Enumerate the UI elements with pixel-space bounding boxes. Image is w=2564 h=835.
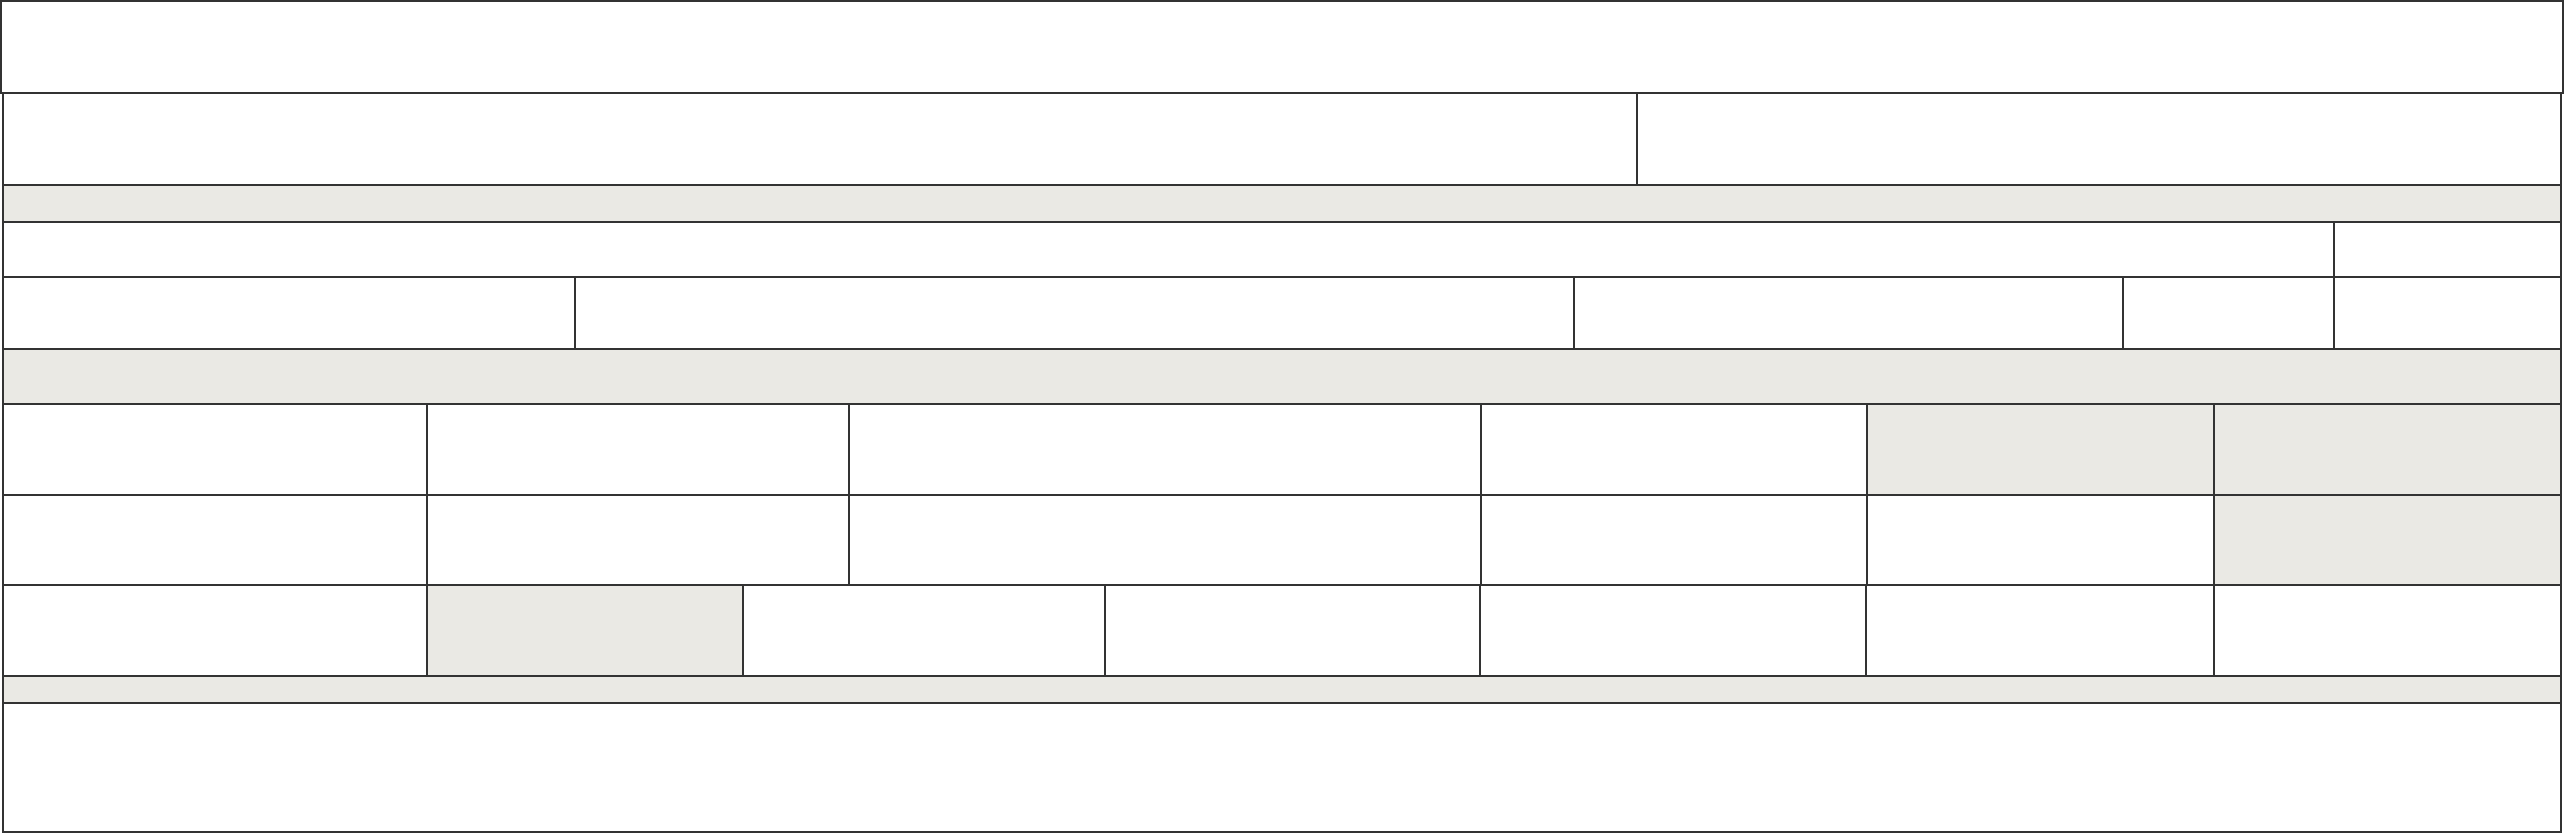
row-4-field-1 xyxy=(2,276,576,350)
row-b-cell-1 xyxy=(2,494,428,586)
section-band-2 xyxy=(2,348,2562,405)
row-c-cell-4 xyxy=(1104,584,1481,677)
form-title-box xyxy=(0,0,2564,94)
row-c-cell-5 xyxy=(1479,584,1867,677)
row-b-cell-4 xyxy=(1480,494,1868,586)
row-3-field-right xyxy=(2333,221,2562,278)
row-4-field-5 xyxy=(2333,276,2562,350)
row-a-cell-2 xyxy=(426,403,850,496)
row-b-cell-2 xyxy=(426,494,850,586)
row-a-cell-5 xyxy=(1866,403,2215,496)
remarks-box xyxy=(2,702,2562,833)
row-4-field-2 xyxy=(574,276,1575,350)
row-b-cell-3 xyxy=(848,494,1482,586)
section-band-3 xyxy=(2,675,2562,704)
row-c-cell-1 xyxy=(2,584,428,677)
header-field-right xyxy=(1636,92,2562,186)
row-a-cell-6 xyxy=(2213,403,2562,496)
row-b-cell-6 xyxy=(2213,494,2562,586)
row-4-field-3 xyxy=(1573,276,2124,350)
section-band-1 xyxy=(2,184,2562,223)
row-b-cell-5 xyxy=(1866,494,2215,586)
row-a-cell-1 xyxy=(2,403,428,496)
row-a-cell-3 xyxy=(848,403,1482,496)
row-c-cell-6 xyxy=(1865,584,2215,677)
row-c-cell-3 xyxy=(742,584,1106,677)
row-c-cell-2 xyxy=(426,584,744,677)
header-field-left xyxy=(2,92,1638,186)
row-3-field-wide xyxy=(2,221,2335,278)
row-4-field-4 xyxy=(2122,276,2335,350)
row-a-cell-4 xyxy=(1480,403,1868,496)
row-c-cell-7 xyxy=(2213,584,2562,677)
